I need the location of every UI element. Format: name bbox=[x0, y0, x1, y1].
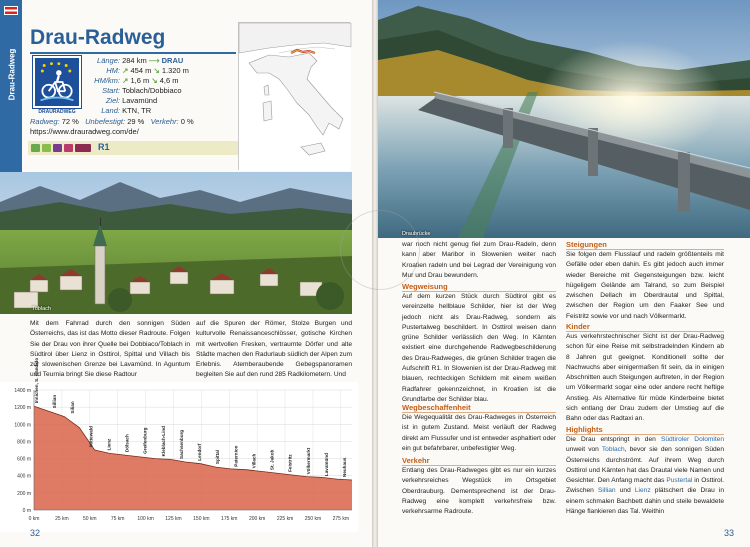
x-tick-label: 50 km bbox=[82, 516, 97, 522]
link-suedtiroler-dolomiten[interactable]: Südtiroler Dolomiten bbox=[660, 436, 724, 443]
x-tick-label: 175 km bbox=[221, 516, 238, 522]
info-country: Land: KTN, TR bbox=[101, 106, 152, 115]
verkehr-text: Entlang des Drau-Radweges gibt es nur ein kurzes verkehrsreiches Wegstück im Ortsgebiet Oberdrauburg. Dementsprechend ist der Drau-Radweg eine komplett verkehrsfreie bzw. verkehrsarme Radroute. bbox=[402, 467, 556, 516]
y-tick-label: 1000 m bbox=[14, 422, 31, 429]
highlights-text: Die Drau entspringt in den Südtiroler Dolomiten unweit von Toblach, bevor sie den sonnigen Süden Österreichs durchströmt. Auf ihrem Weg durch Osttirol und Kärnten hat das Drautal viele Namen und Gesichter. Den Anfang macht das Pustertal in Osttirol. Zwischen Sillian und Lienz plätschert die Drau in einem schmalen Bachbett dahin und steile bewaldete Hänge flankieren das Tal. Weithin bbox=[566, 436, 725, 516]
heading-highlights: Highlights bbox=[566, 425, 603, 434]
wegweisung-text: Auf dem kurzen Stück durch Südtirol gibt es vereinzelte hellblaue Schilder, hier ist der Weg jedoch nicht als Drau-Radweg, sondern als Pustertalweg beschildert. In Osttirol weisen dann grüne Schilder verlässlich den Weg. In Kärnten existiert eine durchgehende Radwegbeschilderung des Drau-Radweges, die grünen Schilder tragen die Aufschrift R1. In Slowenien ist der Drau-Radweg mit blauen, rechteckigen Schildern mit einem weißen Radfahrer gekennzeichnet, in Kroatien ist die Grundfarbe der Schilder blau. bbox=[402, 293, 556, 403]
x-tick-label: 150 km bbox=[193, 516, 210, 522]
heading-verkehr: Verkehr bbox=[402, 456, 430, 465]
place-label: Völkermarkt bbox=[305, 447, 311, 475]
drau-radweg-logo bbox=[33, 56, 81, 108]
place-label: Lendorf bbox=[197, 443, 203, 461]
side-tab bbox=[0, 0, 22, 175]
side-tab-label: Drau-Radweg bbox=[7, 48, 17, 101]
place-label: Lavamünd bbox=[323, 453, 329, 477]
info-start: Start: Toblach/Dobbiaco bbox=[102, 86, 182, 95]
link-pustertal[interactable]: Pustertal bbox=[666, 477, 693, 485]
arrow-right-icon: ⟶ bbox=[148, 56, 162, 65]
place-label: Feistritz bbox=[287, 454, 293, 472]
bridge-lake-image bbox=[378, 0, 750, 238]
y-tick-label: 1200 m bbox=[14, 405, 31, 412]
link-sillian[interactable]: Sillian bbox=[598, 487, 616, 495]
intro-column-2: auf die Spuren der Römer, Stolze Burgen und kulturvolle Renaissanceschlösser, gotische Kirchen mit wertvollen Fresken, vertraumte Dörfer und alte Städte machen den Radurlaub südlich der Alpen zum Erlebnis. Atemberaubende Gebegspanoramen begleiten Sie auf den rund 285 Radkilometern. Und bbox=[196, 320, 352, 379]
y-tick-label: 600 m bbox=[17, 456, 31, 463]
info-end: Ziel: Lavamünd bbox=[105, 96, 158, 105]
heading-kinder: Kinder bbox=[566, 322, 590, 331]
place-label: Sachsenburg bbox=[178, 429, 184, 459]
elevation-area bbox=[34, 406, 352, 510]
y-tick-label: 1400 m bbox=[14, 388, 31, 394]
place-label: Villach bbox=[251, 453, 257, 469]
arrow-up-icon: ↗ bbox=[122, 66, 129, 75]
arrow-down-icon: ↘ bbox=[153, 66, 160, 75]
y-tick-label: 0 m bbox=[22, 508, 31, 514]
elevation-profile-chart bbox=[0, 357, 358, 532]
heading-wegbeschaffenheit: Wegbeschaffenheit bbox=[402, 403, 471, 412]
link-lienz[interactable]: Lienz bbox=[634, 487, 651, 495]
family-icon bbox=[42, 144, 51, 152]
link-toblach[interactable]: Toblach bbox=[601, 446, 625, 454]
place-label: Innichen, S. Candido bbox=[34, 357, 39, 404]
left-page bbox=[0, 0, 372, 547]
wegbeschaffenheit-text: Die Wegequalität des Drau-Radweges in Österreich ist in gutem Zustand. Meist verläuft der Radweg direkt am Flussufer und ist entweder asphaltiert oder ein gut befahrbarer, unbefestigter Weg. bbox=[402, 414, 556, 452]
kinder-text: Aus verkehrstechnischer Sicht ist der Drau-Radweg schon für eine Reise mit selbstradelnden Kindern ab 8 Jahren gut geeignet. Konditionell sollte der Nachwuchs aber einigermaßen fit sein, da in einigen Abschnitten auch Steigungen auftreten, in der Region um Völkermarkt sogar eine oder andere recht heftige Anstieg. Als Alternative für müde Kinderbeine bietet sich entlang der Drau zudem der Umstieg auf die Bahn oder das Radtaxi an. bbox=[566, 333, 724, 423]
arrow-up-icon: ↗ bbox=[122, 76, 129, 85]
arrow-down-icon: ↘ bbox=[151, 76, 158, 85]
location-map bbox=[238, 22, 350, 170]
eurovelo-icon bbox=[64, 144, 73, 152]
heading-steigungen: Steigungen bbox=[566, 240, 607, 249]
x-tick-label: 225 km bbox=[276, 516, 294, 522]
x-tick-label: 75 km bbox=[110, 516, 125, 522]
x-tick-label: 25 km bbox=[55, 516, 69, 522]
right-page bbox=[378, 0, 750, 547]
y-tick-label: 200 m bbox=[17, 490, 31, 497]
y-tick-label: 800 m bbox=[17, 439, 31, 446]
x-tick-label: 0 km bbox=[28, 516, 40, 522]
place-label: Dölsach bbox=[124, 434, 130, 453]
italy-map-icon bbox=[239, 23, 351, 171]
logo-caption: DRAURADWEG bbox=[38, 109, 76, 115]
drau-bridge-photo bbox=[378, 0, 750, 238]
village-landscape-image bbox=[0, 172, 352, 314]
info-hm: HM: ↗ 454 m ↘ 1.320 m bbox=[106, 66, 189, 75]
place-label: Spittal bbox=[215, 450, 221, 465]
place-label: Silian bbox=[70, 401, 76, 414]
bike-type-icon bbox=[31, 144, 40, 152]
train-icon bbox=[53, 144, 62, 152]
place-label: St. Jakob bbox=[269, 449, 275, 471]
heading-wegweisung: Wegweisung bbox=[402, 282, 448, 291]
photo-caption: Draubrücke bbox=[402, 231, 431, 237]
x-tick-label: 200 km bbox=[248, 516, 266, 522]
route-code: R1 bbox=[98, 142, 110, 152]
place-label: Greifenburg bbox=[142, 427, 148, 454]
title-rule bbox=[30, 52, 236, 54]
cyclist-logo-icon bbox=[35, 58, 79, 106]
rating-icon bbox=[75, 144, 91, 152]
place-label: Kleblach-Lind bbox=[160, 426, 166, 457]
place-label: Sillian bbox=[52, 394, 58, 409]
place-label: Paternion bbox=[233, 445, 239, 467]
y-tick-label: 400 m bbox=[17, 473, 31, 480]
place-label: Lienz bbox=[106, 438, 112, 451]
page-number: 32 bbox=[30, 528, 41, 538]
route-url[interactable]: https://www.drauradweg.com/de/ bbox=[30, 127, 139, 136]
info-length: Länge: 284 km ⟶ DRAU bbox=[97, 56, 184, 65]
page-title: Drau-Radweg bbox=[30, 26, 166, 49]
place-label: Neuhaus bbox=[342, 457, 347, 477]
intro-continuation: war noch nicht genug fiel zum Drau-Radeln, denn kann aber Maribor in Slowenien weiter nach Kroatien radeln und bei Legrad der Vereinigung von Mur und Drau bewundern. bbox=[402, 241, 556, 279]
place-label: Mittewald bbox=[88, 426, 94, 447]
elevation-profile bbox=[0, 357, 358, 532]
surface-stats: Radweg: 72 % Unbefestigt: 29 % Verkehr: 0 % bbox=[30, 117, 194, 126]
page-number: 33 bbox=[724, 528, 735, 538]
x-tick-label: 100 km bbox=[137, 516, 154, 522]
x-tick-label: 125 km bbox=[165, 516, 182, 522]
toblach-photo bbox=[0, 172, 352, 314]
intro-column-1: Mit dem Fahrrad durch den sonnigen Süden Österreichs, das ist das Motto dieser Radroute. Folgen Sie der Drau von ihrer Quelle bei Dobbiaco/Toblach in Südtirol über Lienz in Osttirol, Spittal und Villach bis zur slowenischen Grenze bei Lavamünd. In Aguntum und Teurnia bringt Sie diese Radtour bbox=[30, 320, 190, 379]
x-tick-label: 275 km bbox=[332, 516, 350, 522]
photo-caption: Toblach bbox=[32, 306, 51, 312]
info-hmkm: HM/km: ↗ 1,6 m ↘ 4,6 m bbox=[94, 76, 179, 85]
steigungen-text: Sie folgen dem Flusslauf und radeln größtenteils mit Gefälle oder eben dahin. Es gibt jedoch auch immer wieder Bereiche mit Gegensteigungen bzw. leicht hügeligem Gelände am Talrand, so zum Beispiel zwischen Dellach im Oberdrautal und Spittal, zwischen der Region um den Faaker See und Feistritz sowie vor und nach Völkermarkt. bbox=[566, 251, 724, 320]
x-tick-label: 250 km bbox=[304, 516, 322, 522]
